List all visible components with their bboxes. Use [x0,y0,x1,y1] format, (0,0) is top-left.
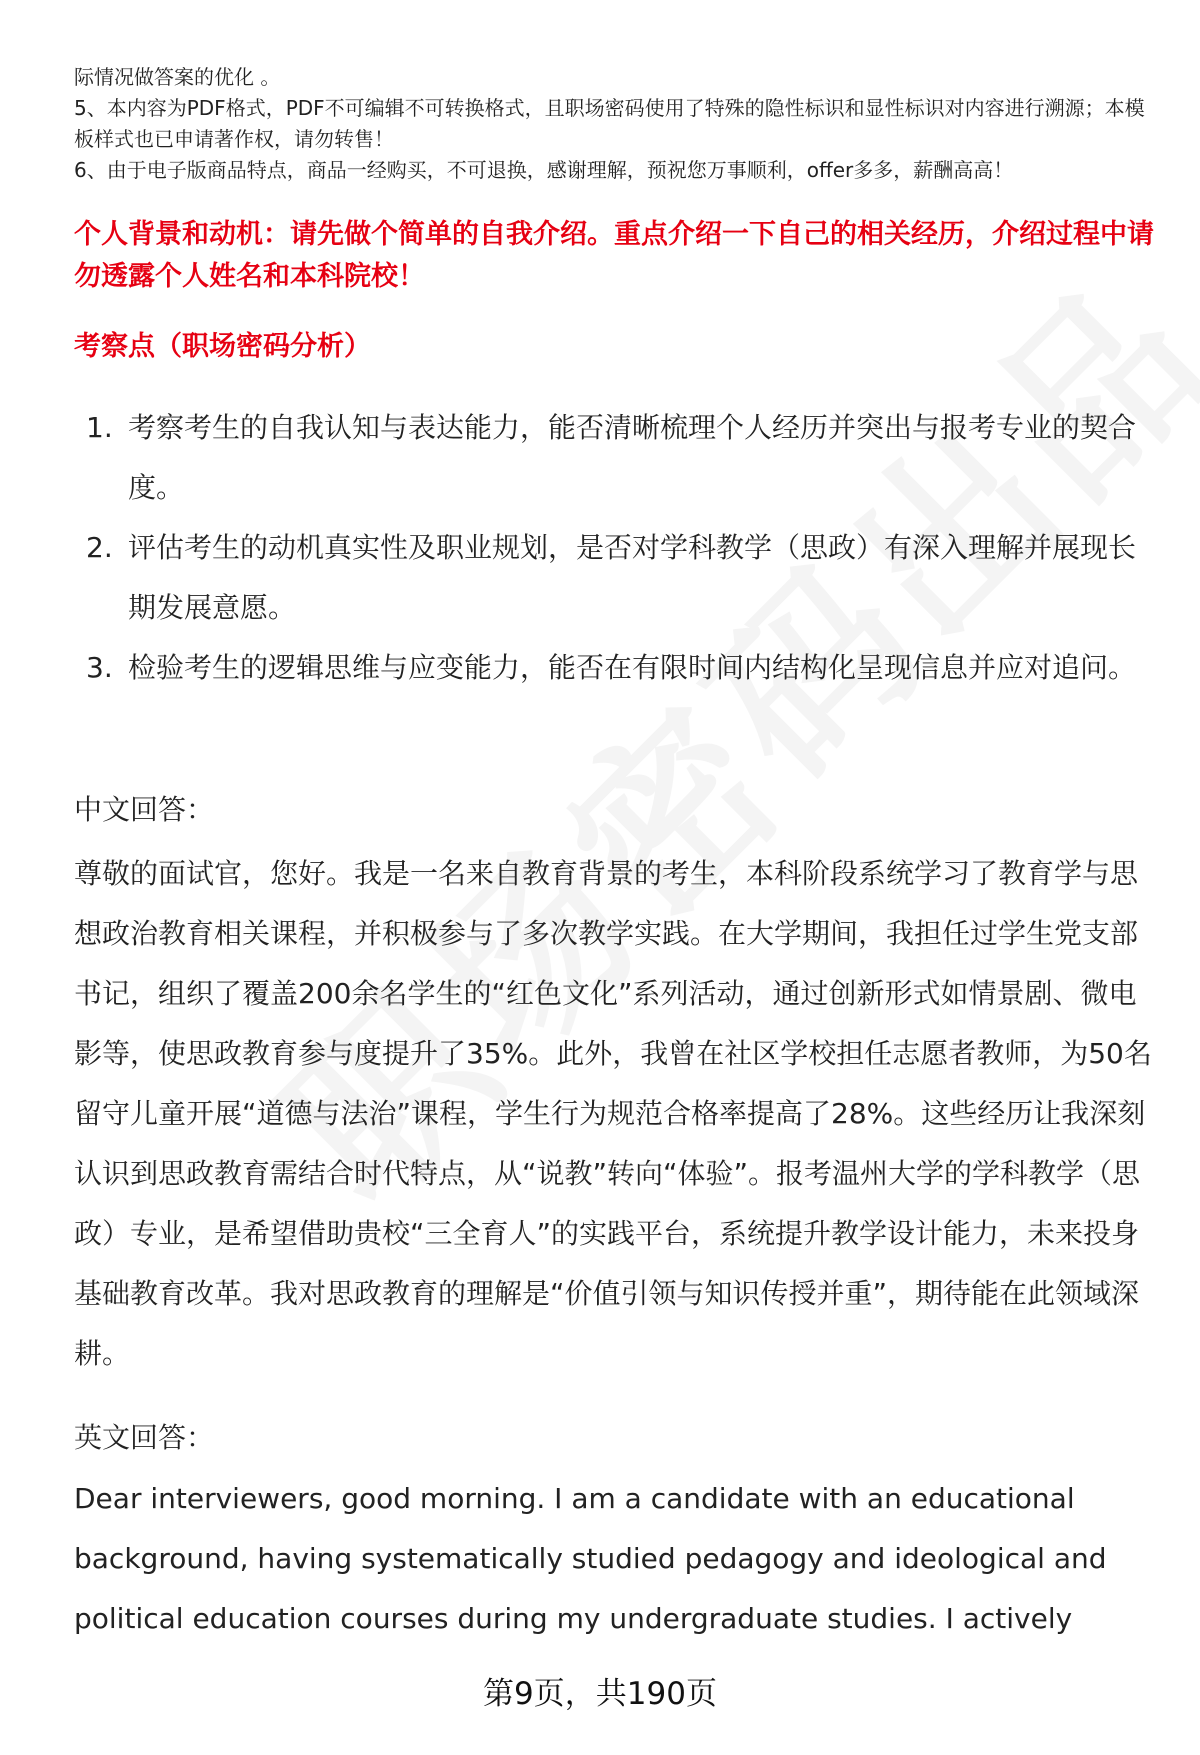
list-item [86,398,1146,518]
list-item-number: 1. [86,411,113,444]
notes-item-6: 6、由于电子版商品特点，商品一经购买，不可退换，感谢理解，预祝您万事顺利，offer多多，薪酬高高！ [74,158,1014,182]
notes-continuation: 际情况做答案的优化 。 [74,65,281,89]
question-title: 个人背景和动机：请先做个简单的自我介绍。重点介绍一下自己的相关经历，介绍过程中请勿透露个人姓名和本科院校！ [74,219,1154,292]
list-item-text: 检验考生的逻辑思维与应变能力，能否在有限时间内结构化呈现信息并应对追问。 [128,651,1137,684]
chinese-answer-text: 尊敬的面试官，您好。我是一名来自教育背景的考生，本科阶段系统学习了教育学与思想政治教育相关课程，并积极参与了多次教学实践。在大学期间，我担任过学生党支部书记，组织了覆盖200余名学生的“红色文化”系列活动，通过创新形式如情景剧、微电影等，使思政教育参与度提升了35%。此外，我曾在社区学校担任志愿者教师，为50名留守儿童开展“道德与法治”课程，学生行为规范合格率提高了28%。这些经历让我深刻认识到思政教育需结合时代特点，从“说教”转向“体验”。报考温州大学的学科教学（思政）专业，是希望借助贵校“三全育人”的实践平台，系统提升教学设计能力，未来投身基础教育改革。我对思政教育的理解是“价值引领与知识传授并重”，期待能在此领域深耕。 [74,857,1152,1370]
points-heading: 考察点（职场密码分析） [74,331,371,362]
list-item-number: 3. [86,651,113,684]
list-item-text: 评估考生的动机真实性及职业规划，是否对学科教学（思政）有深入理解并展现长期发展意愿。 [128,531,1137,624]
chinese-answer-label: 中文回答： [74,793,215,826]
list-item [86,518,1146,638]
english-answer-label: 英文回答： [74,1421,215,1454]
points-list [86,398,1146,698]
list-item-number: 2. [86,531,113,564]
notes-item-5: 5、本内容为PDF格式，PDF不可编辑不可转换格式，且职场密码使用了特殊的隐性标识和显性标识对内容进行溯源；本模板样式也已申请著作权，请勿转售！ [74,96,1145,151]
notes-section [74,62,1164,186]
list-item [86,638,1146,698]
list-item-text: 考察考生的自我认知与表达能力，能否清晰梳理个人经历并突出与报考专业的契合度。 [128,411,1137,504]
english-answer-text: Dear interviewers, good morning. I am a candidate with an educational background, having systematically studied pedagogy and ideological and political education courses during my undergraduate studies. I actively [74,1482,1107,1635]
page-indicator: 第9页，共190页 [483,1676,717,1712]
